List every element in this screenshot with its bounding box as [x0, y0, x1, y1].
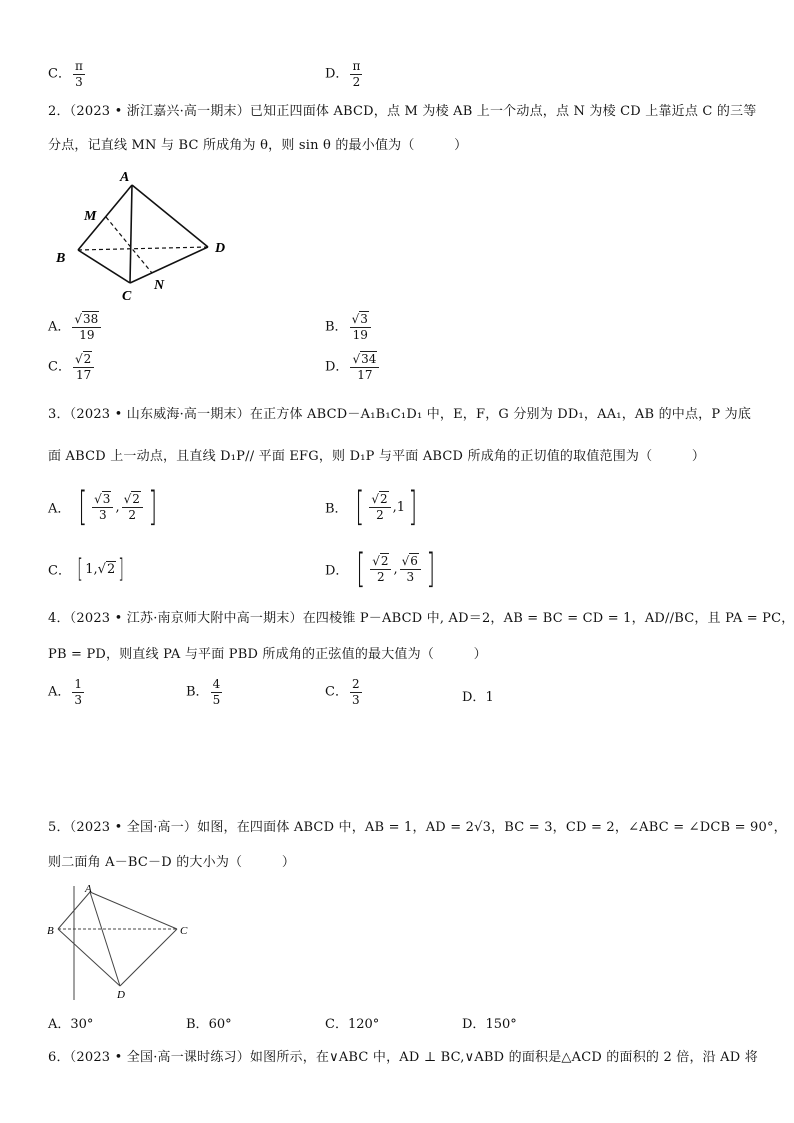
q5-label-c: C	[180, 925, 188, 937]
q4-stem-line2: PB = PD，则直线 PA 与平面 PBD 所成角的正弦值的最大值为（ ）	[48, 647, 487, 662]
q2-option-a: A． $\frac{√38}{19}$	[48, 313, 103, 341]
q3-stem-line1: 3．（2023 • 山东威海·高一期末）在正方体 ABCD－A₁B₁C₁D₁ 中，E，F，G 分别为 DD₁，AA₁，AB 的中点，P 为底	[48, 407, 752, 422]
q4-option-c: C． $\frac{2}{3}$	[325, 677, 360, 707]
q2-option-c: C． $\frac{√2}{17}$	[48, 353, 96, 381]
q2-tetrahedron-figure	[48, 165, 238, 305]
q5-option-d: D．150°	[462, 1017, 517, 1032]
q3-option-b: B． [ $\frac{√2}{2}$ ,1 ]	[325, 484, 418, 530]
q5-label-a: A	[85, 883, 92, 895]
q2-stem-line1: 2．（2023 • 浙江嘉兴·高一期末）已知正四面体 ABCD，点 M 为棱 AB 上一个动点，点 N 为棱 CD 上靠近点 C 的三等	[48, 104, 757, 119]
q4-option-b: B． $\frac{4}{5}$	[186, 677, 221, 707]
q4-stem-line1: 4．（2023 • 江苏·南京师大附中高一期末）在四棱锥 P－ABCD 中, AD＝2，AB = BC = CD = 1，AD//BC，且 PA = PC，	[48, 611, 794, 626]
q2-option-d: D． $\frac{√34}{17}$	[325, 353, 381, 381]
q5-option-c: C．120°	[325, 1017, 380, 1032]
q3-option-a: A． [ $\frac{√3}{3}$ , $\frac{√2}{2}$ ]	[48, 484, 157, 530]
q5-label-d: D	[117, 989, 125, 1001]
q2-stem-line2: 分点，记直线 MN 与 BC 所成角为 θ，则 sin θ 的最小值为（ ）	[48, 138, 468, 153]
q5-option-a: A．30°	[48, 1017, 94, 1032]
q5-option-b: B．60°	[186, 1017, 232, 1032]
q3-option-d: D． [ $\frac{√2}{2}$ , $\frac{√6}{3}$ ]	[325, 546, 436, 592]
q4-option-a: A． $\frac{1}{3}$	[48, 677, 83, 707]
q2-label-a: A	[120, 170, 130, 185]
q2-label-n: N	[154, 278, 165, 293]
q5-tetrahedron-figure	[44, 880, 204, 1005]
q5-label-b: B	[47, 925, 54, 937]
q4-option-d: D．1	[462, 690, 494, 705]
q2-label-c: C	[122, 289, 132, 304]
q2-label-d: D	[215, 241, 226, 256]
q6-stem-line1: 6．（2023 • 全国·高一课时练习）如图所示，在∨ABC 中，AD ⊥ BC,∨ABD 的面积是△ACD 的面积的 2 倍，沿 AD 将	[48, 1050, 758, 1065]
q5-stem-line2: 则二面角 A－BC－D 的大小为（ ）	[48, 855, 296, 870]
q3-option-c: C． [ 1,√ 2 ]	[48, 554, 125, 584]
q2-label-b: B	[56, 251, 66, 266]
q2-label-m: M	[84, 209, 97, 224]
q2-option-b: B． $\frac{√3}{19}$	[325, 313, 373, 341]
q5-stem-line1: 5．（2023 • 全国·高一）如图，在四面体 ABCD 中，AB = 1，AD = 2√3，BC = 3，CD = 2，∠ABC = ∠DCB = 90°，	[48, 820, 787, 835]
q3-stem-line2: 面 ABCD 上一动点，且直线 D₁P// 平面 EFG，则 D₁P 与平面 ABCD 所成角的正切值的取值范围为（ ）	[48, 449, 706, 464]
q1-option-c: C． $\frac{\pi}{3}$	[48, 59, 83, 89]
q1-option-d: D． $\frac{\pi}{2}$	[325, 59, 361, 89]
